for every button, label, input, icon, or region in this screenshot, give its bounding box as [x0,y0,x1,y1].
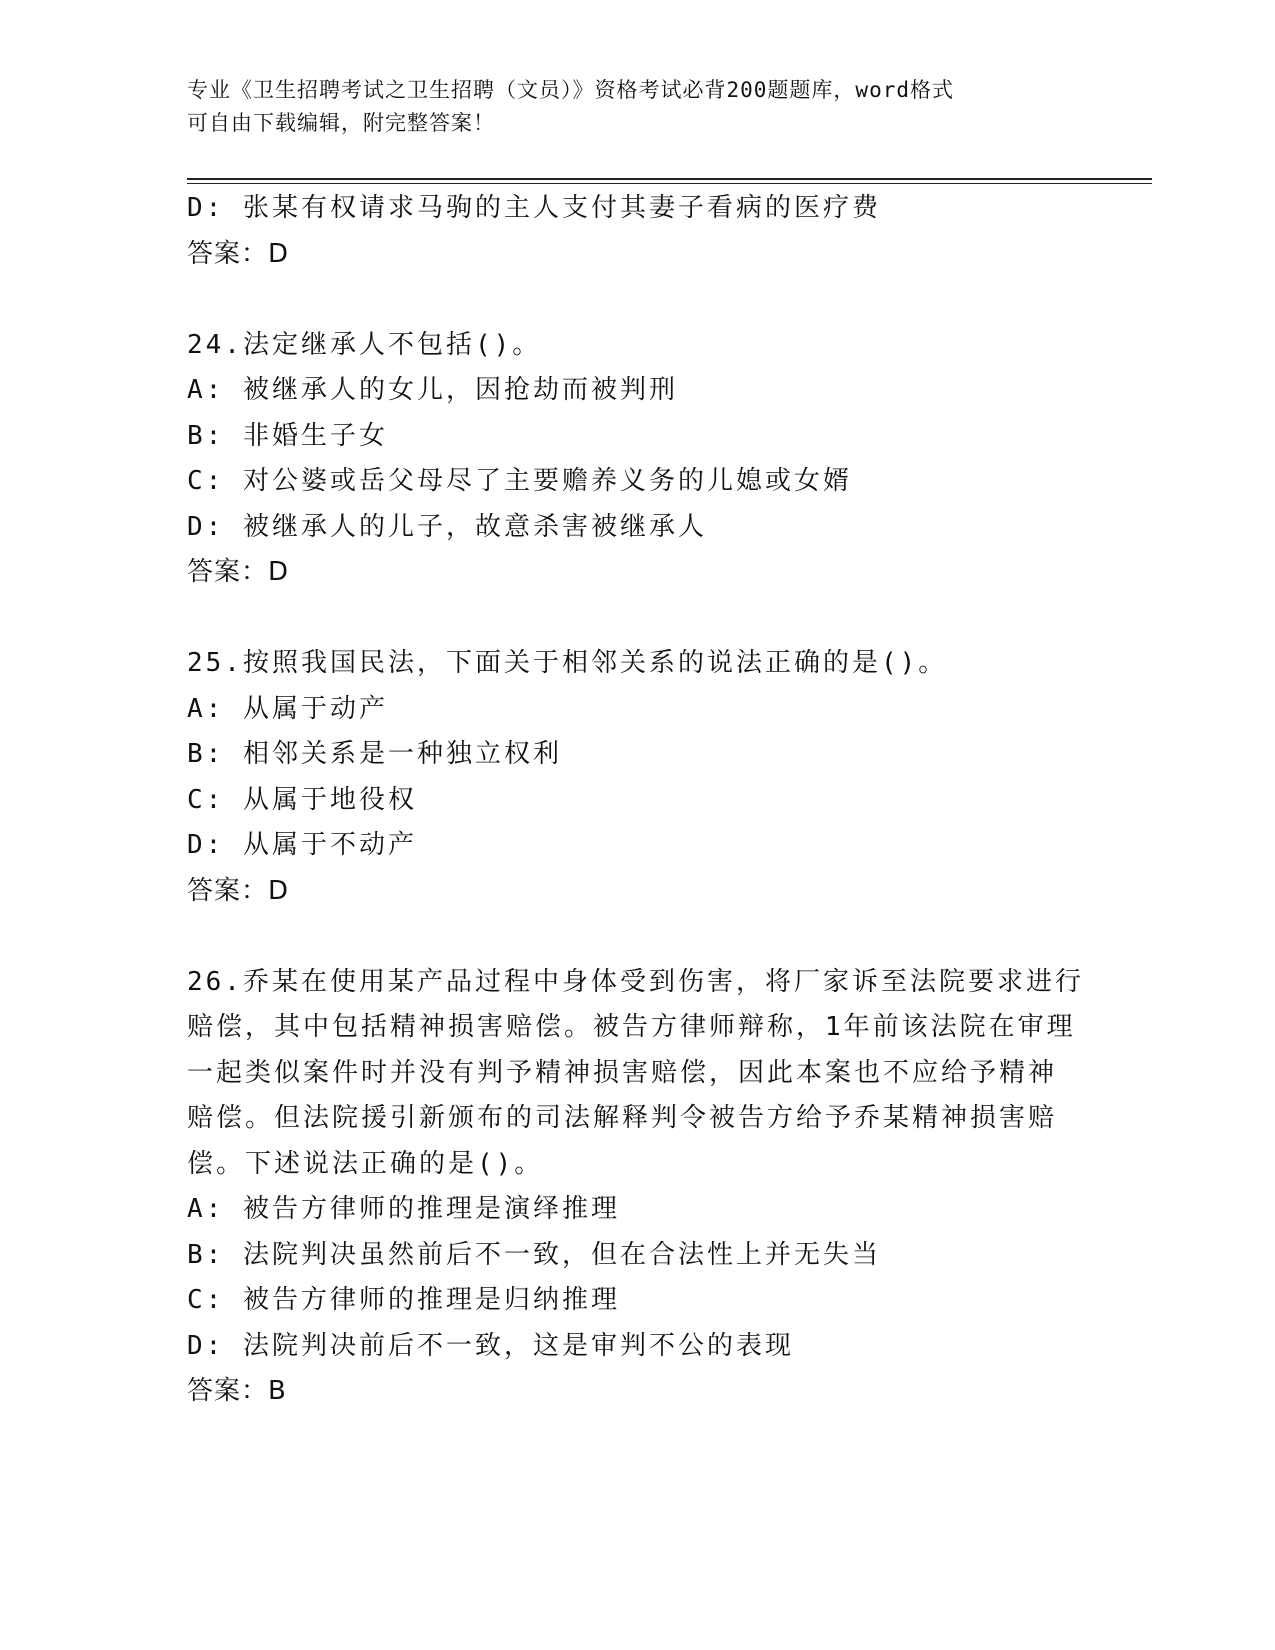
answer: 答案：D [187,557,290,587]
question-stem-line: 赔偿，其中包括精神损害赔偿。被告方律师辩称，1年前该法院在审理 [187,1012,1076,1042]
question-24 [187,323,1087,596]
spacer [187,596,1087,642]
question-26 [187,960,1087,1415]
option-c: C: 对公婆或岳父母尽了主要赡养义务的儿媳或女婿 [187,466,852,496]
page-header [187,74,1087,140]
header-line-1: 专业《卫生招聘考试之卫生招聘（文员）》资格考试必背200题题库，word格式 [187,78,954,102]
option-a: A: 从属于动产 [187,693,388,724]
answer: 答案：D [187,875,290,906]
option-a: A: 被继承人的女儿，因抢劫而被判刑 [187,375,678,405]
spacer [187,914,1087,960]
question-stem: 24.法定继承人不包括()。 [187,329,542,360]
option-c: C: 从属于地役权 [187,784,417,815]
option-b: B: 法院判决虽然前后不一致，但在合法性上并无失当 [187,1239,881,1270]
option-d: D: 被继承人的儿子，故意杀害被继承人 [187,511,707,542]
spacer [187,277,1087,323]
question-stem-line: 26.乔某在使用某产品过程中身体受到伤害，将厂家诉至法院要求进行 [187,966,1084,997]
question-23-tail [187,186,1087,277]
option-c: C: 被告方律师的推理是归纳推理 [187,1285,620,1315]
option-a: A: 被告方律师的推理是演绎推理 [187,1194,620,1224]
answer: 答案：B [187,1376,287,1406]
question-25 [187,641,1087,914]
option-b: B: 相邻关系是一种独立权利 [187,739,562,769]
option-d: D: 法院判决前后不一致，这是审判不公的表现 [187,1330,794,1361]
option-d: D: 从属于不动产 [187,830,417,860]
option-b: B: 非婚生子女 [187,420,388,451]
header-line-2: 可自由下载编辑，附完整答案！ [187,111,495,135]
question-stem [187,960,1087,1188]
option-d: D: 张某有权请求马驹的主人支付其妻子看病的医疗费 [187,193,881,223]
answer: 答案：D [187,238,290,269]
header-divider-thin [187,183,1152,184]
question-stem-line: 一起类似案件时并没有判予精神损害赔偿，因此本案也不应给予精神 [187,1057,1058,1088]
question-stem-line: 赔偿。但法院援引新颁布的司法解释判令被告方给予乔某精神损害赔 [187,1103,1058,1133]
question-stem-line: 偿。下述说法正确的是()。 [187,1148,544,1179]
document-body [187,186,1087,1415]
question-stem: 25.按照我国民法，下面关于相邻关系的说法正确的是()。 [187,648,948,678]
header-divider-thick [187,178,1152,180]
